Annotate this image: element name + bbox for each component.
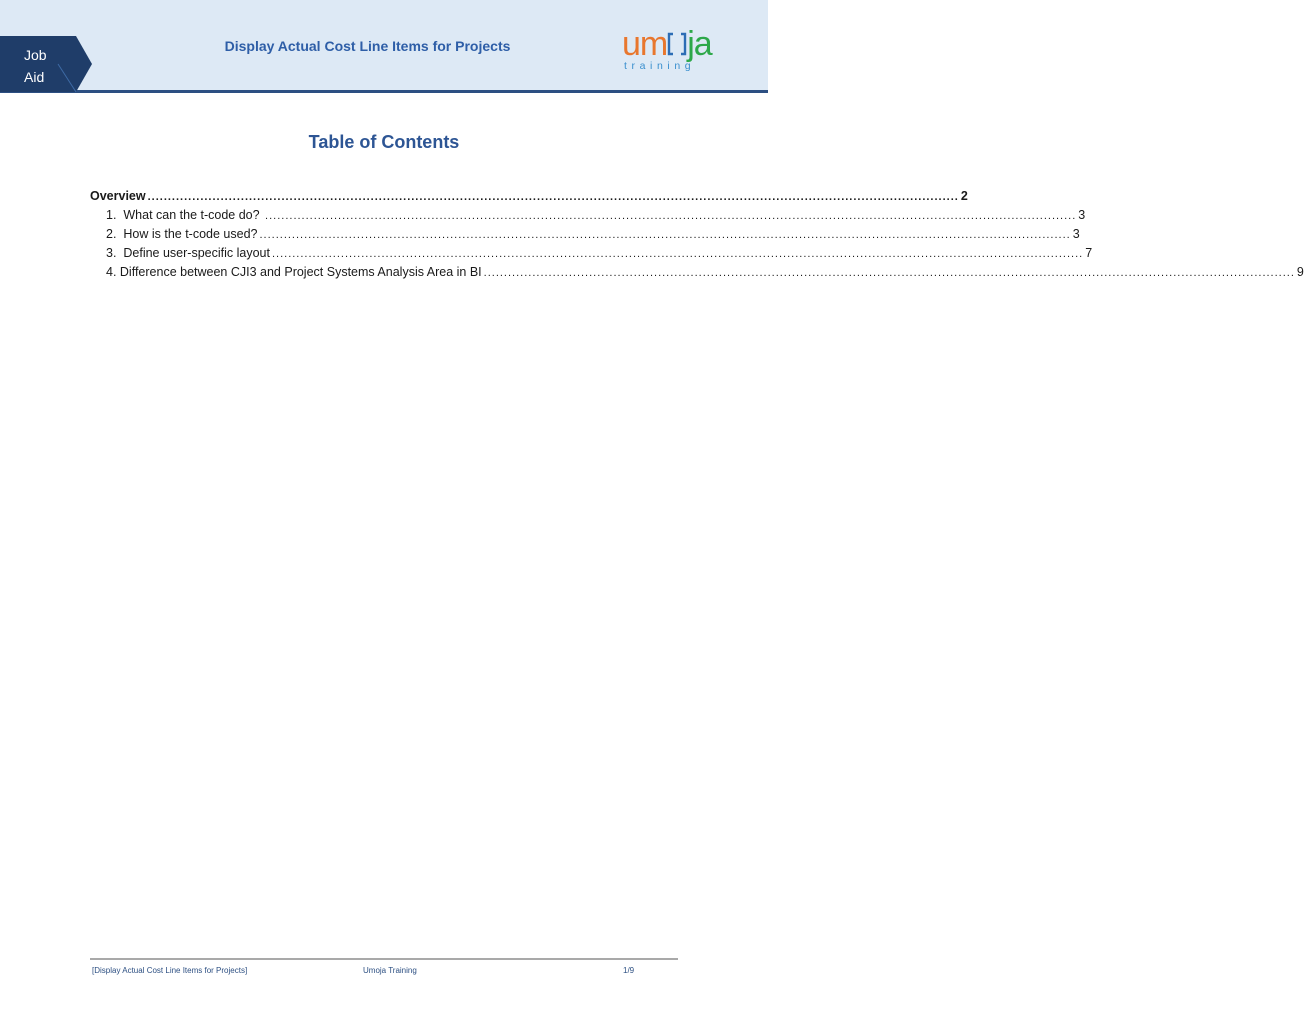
toc-entry-label: 3. Define user-specific layout bbox=[106, 246, 270, 260]
footer-divider bbox=[90, 958, 678, 960]
toc-entry-label: 1. What can the t-code do? bbox=[106, 208, 264, 222]
toc-entry-page: 7 bbox=[1085, 246, 1093, 260]
toc-leader-dots: ........................................................................................................................................................................................................ bbox=[483, 267, 1295, 279]
logo-ja: ja bbox=[687, 25, 712, 63]
toc-entry-cji3-vs-bi[interactable] bbox=[90, 265, 1304, 284]
toc-entry-page: 2 bbox=[960, 189, 968, 203]
toc-leader-dots: ........................................................................................................................................................................................................ bbox=[265, 210, 1077, 222]
footer-organization: Umoja Training bbox=[363, 966, 417, 975]
logo-um: um bbox=[622, 25, 668, 63]
toc-leader-dots: ........................................................................................................................................................................................................ bbox=[147, 191, 959, 203]
page-header bbox=[0, 0, 768, 93]
toc-entry-overview[interactable] bbox=[90, 189, 968, 208]
logo-tagline: training bbox=[624, 60, 696, 72]
toc-entry-what-can-tcode-do[interactable] bbox=[90, 208, 1086, 227]
toc-entry-page: 3 bbox=[1072, 227, 1080, 241]
umoja-logo bbox=[622, 24, 742, 74]
job-aid-line2: Aid bbox=[24, 69, 45, 85]
job-aid-line1: Job bbox=[24, 47, 47, 63]
table-of-contents bbox=[90, 189, 1304, 284]
document-title: Display Actual Cost Line Items for Projects bbox=[224, 38, 511, 54]
footer-document-name: [Display Actual Cost Line Items for Projects] bbox=[92, 966, 248, 975]
toc-leader-dots: ........................................................................................................................................................................................................ bbox=[271, 248, 1084, 260]
toc-entry-label: 4. Difference between CJI3 and Project Systems Analysis Area in BI bbox=[106, 265, 482, 279]
toc-entry-label: 2. How is the t-code used? bbox=[106, 227, 258, 241]
job-aid-label bbox=[24, 44, 47, 88]
toc-entry-page: 3 bbox=[1078, 208, 1086, 222]
toc-entry-define-layout[interactable] bbox=[90, 246, 1093, 265]
footer-page-number: 1/9 bbox=[623, 966, 635, 975]
toc-leader-dots: ........................................................................................................................................................................................................ bbox=[259, 229, 1071, 241]
toc-entry-how-is-tcode-used[interactable] bbox=[90, 227, 1080, 246]
toc-entry-page: 9 bbox=[1296, 265, 1304, 279]
toc-heading: Table of Contents bbox=[308, 132, 460, 152]
toc-entry-label: Overview bbox=[90, 189, 146, 203]
